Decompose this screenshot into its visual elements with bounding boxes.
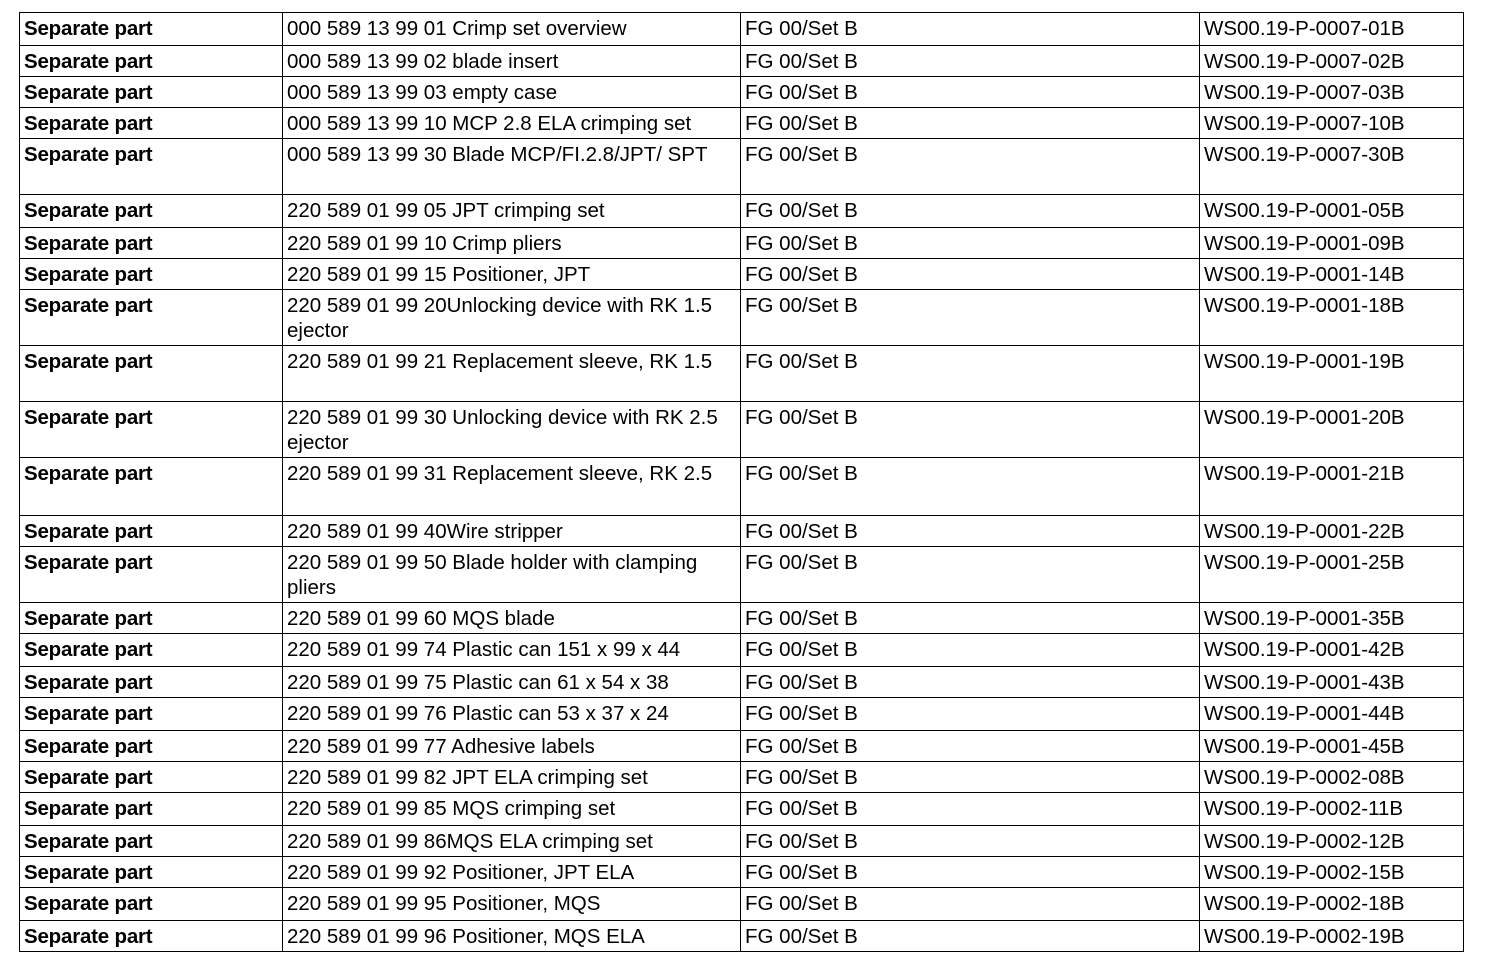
function-group-cell: FG 00/Set B: [741, 826, 1200, 857]
document-reference-cell: WS00.19-P-0007-01B: [1200, 13, 1464, 46]
part-description-cell: 220 589 01 99 76 Plastic can 53 x 37 x 24: [283, 698, 741, 731]
part-type-cell: Separate part: [20, 346, 283, 402]
part-description-cell: 220 589 01 99 31 Replacement sleeve, RK 2.5: [283, 458, 741, 516]
table-row: [20, 667, 1464, 698]
part-type-cell: Separate part: [20, 921, 283, 952]
document-reference-cell: WS00.19-P-0001-20B: [1200, 402, 1464, 458]
part-type-cell: Separate part: [20, 857, 283, 888]
table-row: [20, 139, 1464, 195]
part-type-cell: Separate part: [20, 888, 283, 921]
part-type-cell: Separate part: [20, 603, 283, 634]
table-row: [20, 108, 1464, 139]
table-row: [20, 888, 1464, 921]
table-row: [20, 857, 1464, 888]
part-type-cell: Separate part: [20, 228, 283, 259]
document-reference-cell: WS00.19-P-0001-05B: [1200, 195, 1464, 228]
document-reference-cell: WS00.19-P-0001-09B: [1200, 228, 1464, 259]
function-group-cell: FG 00/Set B: [741, 346, 1200, 402]
document-reference-cell: WS00.19-P-0001-21B: [1200, 458, 1464, 516]
function-group-cell: FG 00/Set B: [741, 603, 1200, 634]
part-description-cell: 220 589 01 99 92 Positioner, JPT ELA: [283, 857, 741, 888]
table-row: [20, 346, 1464, 402]
table-row: [20, 603, 1464, 634]
part-type-cell: Separate part: [20, 77, 283, 108]
part-type-cell: Separate part: [20, 516, 283, 547]
part-type-cell: Separate part: [20, 46, 283, 77]
document-reference-cell: WS00.19-P-0001-35B: [1200, 603, 1464, 634]
part-description-cell: 220 589 01 99 86MQS ELA crimping set: [283, 826, 741, 857]
function-group-cell: FG 00/Set B: [741, 458, 1200, 516]
document-reference-cell: WS00.19-P-0001-45B: [1200, 731, 1464, 762]
document-reference-cell: WS00.19-P-0001-22B: [1200, 516, 1464, 547]
table-row: [20, 46, 1464, 77]
table-row: [20, 77, 1464, 108]
part-description-cell: 220 589 01 99 21 Replacement sleeve, RK 1.5: [283, 346, 741, 402]
table-row: [20, 826, 1464, 857]
function-group-cell: FG 00/Set B: [741, 698, 1200, 731]
function-group-cell: FG 00/Set B: [741, 259, 1200, 290]
function-group-cell: FG 00/Set B: [741, 290, 1200, 346]
part-type-cell: Separate part: [20, 13, 283, 46]
parts-table-body: [20, 13, 1464, 952]
part-description-cell: 220 589 01 99 40Wire stripper: [283, 516, 741, 547]
document-reference-cell: WS00.19-P-0002-15B: [1200, 857, 1464, 888]
part-type-cell: Separate part: [20, 667, 283, 698]
document-reference-cell: WS00.19-P-0001-44B: [1200, 698, 1464, 731]
document-reference-cell: WS00.19-P-0002-08B: [1200, 762, 1464, 793]
part-description-cell: 220 589 01 99 75 Plastic can 61 x 54 x 38: [283, 667, 741, 698]
part-description-cell: 000 589 13 99 01 Crimp set overview: [283, 13, 741, 46]
function-group-cell: FG 00/Set B: [741, 46, 1200, 77]
table-row: [20, 195, 1464, 228]
function-group-cell: FG 00/Set B: [741, 547, 1200, 603]
part-type-cell: Separate part: [20, 698, 283, 731]
part-description-cell: 220 589 01 99 15 Positioner, JPT: [283, 259, 741, 290]
table-row: [20, 731, 1464, 762]
part-type-cell: Separate part: [20, 547, 283, 603]
part-description-cell: 220 589 01 99 96 Positioner, MQS ELA: [283, 921, 741, 952]
document-reference-cell: WS00.19-P-0001-25B: [1200, 547, 1464, 603]
function-group-cell: FG 00/Set B: [741, 793, 1200, 826]
function-group-cell: FG 00/Set B: [741, 13, 1200, 46]
table-row: [20, 634, 1464, 667]
function-group-cell: FG 00/Set B: [741, 762, 1200, 793]
part-type-cell: Separate part: [20, 458, 283, 516]
function-group-cell: FG 00/Set B: [741, 228, 1200, 259]
part-description-cell: 000 589 13 99 10 MCP 2.8 ELA crimping set: [283, 108, 741, 139]
document-reference-cell: WS00.19-P-0001-42B: [1200, 634, 1464, 667]
part-type-cell: Separate part: [20, 402, 283, 458]
table-row: [20, 762, 1464, 793]
part-description-cell: 220 589 01 99 95 Positioner, MQS: [283, 888, 741, 921]
table-row: [20, 259, 1464, 290]
part-type-cell: Separate part: [20, 793, 283, 826]
document-reference-cell: WS00.19-P-0001-18B: [1200, 290, 1464, 346]
part-description-cell: 220 589 01 99 30 Unlocking device with RK 2.5 ejector: [283, 402, 741, 458]
function-group-cell: FG 00/Set B: [741, 108, 1200, 139]
function-group-cell: FG 00/Set B: [741, 402, 1200, 458]
table-row: [20, 290, 1464, 346]
function-group-cell: FG 00/Set B: [741, 888, 1200, 921]
part-type-cell: Separate part: [20, 139, 283, 195]
function-group-cell: FG 00/Set B: [741, 195, 1200, 228]
part-type-cell: Separate part: [20, 259, 283, 290]
part-description-cell: 220 589 01 99 10 Crimp pliers: [283, 228, 741, 259]
table-row: [20, 516, 1464, 547]
part-type-cell: Separate part: [20, 634, 283, 667]
document-reference-cell: WS00.19-P-0002-11B: [1200, 793, 1464, 826]
part-type-cell: Separate part: [20, 108, 283, 139]
parts-table: [19, 12, 1464, 952]
part-description-cell: 220 589 01 99 20Unlocking device with RK 1.5 ejector: [283, 290, 741, 346]
document-reference-cell: WS00.19-P-0007-02B: [1200, 46, 1464, 77]
document-reference-cell: WS00.19-P-0001-43B: [1200, 667, 1464, 698]
part-description-cell: 220 589 01 99 74 Plastic can 151 x 99 x 44: [283, 634, 741, 667]
table-row: [20, 547, 1464, 603]
document-reference-cell: WS00.19-P-0007-10B: [1200, 108, 1464, 139]
function-group-cell: FG 00/Set B: [741, 77, 1200, 108]
part-description-cell: 220 589 01 99 85 MQS crimping set: [283, 793, 741, 826]
part-type-cell: Separate part: [20, 195, 283, 228]
part-description-cell: 000 589 13 99 03 empty case: [283, 77, 741, 108]
part-type-cell: Separate part: [20, 290, 283, 346]
part-description-cell: 000 589 13 99 30 Blade MCP/FI.2.8/JPT/ SPT: [283, 139, 741, 195]
part-description-cell: 220 589 01 99 50 Blade holder with clamping pliers: [283, 547, 741, 603]
document-reference-cell: WS00.19-P-0002-18B: [1200, 888, 1464, 921]
function-group-cell: FG 00/Set B: [741, 516, 1200, 547]
part-description-cell: 000 589 13 99 02 blade insert: [283, 46, 741, 77]
table-row: [20, 13, 1464, 46]
part-type-cell: Separate part: [20, 762, 283, 793]
table-row: [20, 793, 1464, 826]
part-type-cell: Separate part: [20, 826, 283, 857]
function-group-cell: FG 00/Set B: [741, 731, 1200, 762]
table-row: [20, 458, 1464, 516]
part-description-cell: 220 589 01 99 82 JPT ELA crimping set: [283, 762, 741, 793]
document-reference-cell: WS00.19-P-0007-03B: [1200, 77, 1464, 108]
document-reference-cell: WS00.19-P-0001-19B: [1200, 346, 1464, 402]
table-row: [20, 921, 1464, 952]
table-row: [20, 228, 1464, 259]
part-type-cell: Separate part: [20, 731, 283, 762]
function-group-cell: FG 00/Set B: [741, 667, 1200, 698]
document-reference-cell: WS00.19-P-0002-12B: [1200, 826, 1464, 857]
part-description-cell: 220 589 01 99 77 Adhesive labels: [283, 731, 741, 762]
document-reference-cell: WS00.19-P-0007-30B: [1200, 139, 1464, 195]
table-row: [20, 402, 1464, 458]
function-group-cell: FG 00/Set B: [741, 857, 1200, 888]
document-reference-cell: WS00.19-P-0001-14B: [1200, 259, 1464, 290]
function-group-cell: FG 00/Set B: [741, 921, 1200, 952]
document-reference-cell: WS00.19-P-0002-19B: [1200, 921, 1464, 952]
part-description-cell: 220 589 01 99 60 MQS blade: [283, 603, 741, 634]
function-group-cell: FG 00/Set B: [741, 634, 1200, 667]
table-row: [20, 698, 1464, 731]
part-description-cell: 220 589 01 99 05 JPT crimping set: [283, 195, 741, 228]
function-group-cell: FG 00/Set B: [741, 139, 1200, 195]
